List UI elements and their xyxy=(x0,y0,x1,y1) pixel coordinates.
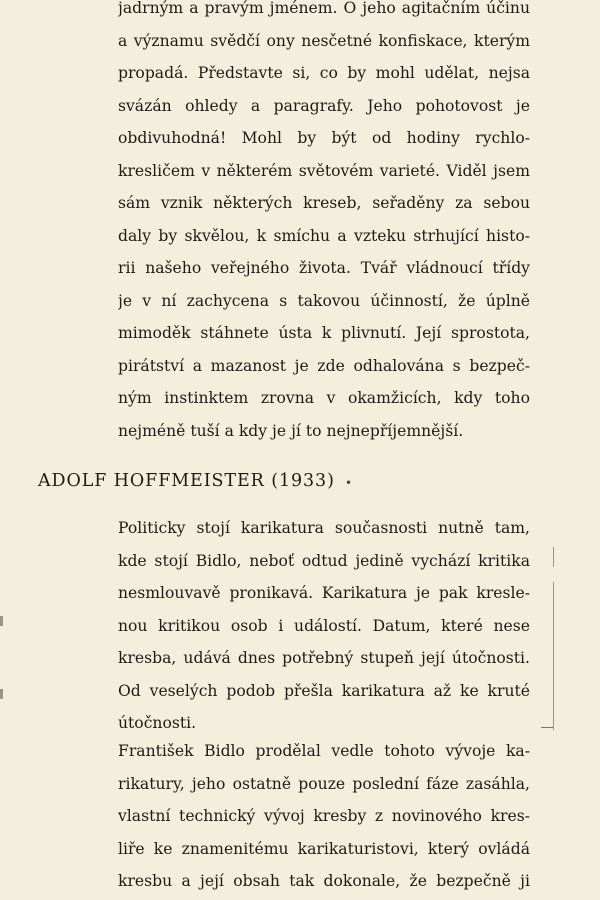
margin-pencil-line xyxy=(553,547,554,567)
text-line: kresličem v některém světovém varieté. Viděl jsem xyxy=(118,161,530,180)
left-edge-mark xyxy=(0,616,3,626)
text-line: liře ke znamenitému karikaturistovi, který ovládá xyxy=(118,839,530,858)
paragraph-3 xyxy=(118,735,530,898)
text-line: obdivuhodná! Mohl by být od hodiny rychlo- xyxy=(118,129,530,147)
text-line: Od veselých podob přešla karikatura až ke kruté xyxy=(118,681,530,700)
text-line: kde stojí Bidlo, neboť odtud jedině vychází kritika xyxy=(118,551,530,570)
text-line: rikatury, jeho ostatně pouze poslední fáze zasáhla, xyxy=(118,774,530,793)
text-line: nesmlouvavě pronikavá. Karikatura je pak kresle- xyxy=(118,584,530,602)
text-line: nou kritikou osob i událostí. Datum, které nese xyxy=(118,616,530,635)
text-line: Politicky stojí karikatura současnosti nutně tam, xyxy=(118,519,530,537)
text-line: a významu svědčí ony nesčetné konfiskace, kterým xyxy=(118,31,530,50)
section-heading: ADOLF HOFFMEISTER (1933) xyxy=(38,471,335,491)
text-line: svázán ohledy a paragrafy. Jeho pohotovost je xyxy=(118,96,530,115)
text-line: kresbu a její obsah tak dokonale, že bezpečně ji xyxy=(118,872,530,890)
margin-pencil-line xyxy=(553,582,554,730)
text-line: nejméně tuší a kdy je jí to nejnepříjemnější. xyxy=(118,421,464,440)
text-line: mimoděk stáhnete ústa k plivnutí. Její sprostota, xyxy=(118,324,530,342)
text-line: ným instinktem zrovna v okamžicích, kdy toho xyxy=(118,389,530,407)
text-line: kresba, udává dnes potřebný stupeň její útočnosti. xyxy=(118,649,530,667)
marginal-mark: • xyxy=(345,476,353,490)
text-line: sám vznik některých kreseb, seřaděny za sebou xyxy=(118,194,530,212)
text-line: útočnosti. xyxy=(118,714,197,732)
text-line: František Bidlo prodělal vedle tohoto vývoje ka- xyxy=(118,742,530,760)
left-edge-mark xyxy=(0,689,3,699)
text-line: jadrným a pravým jménem. O jeho agitačním účinu xyxy=(118,0,530,17)
text-line: daly by skvělou, k smíchu a vzteku strhující histo- xyxy=(118,226,530,245)
text-line: vlastní technický vývoj kresby z novinového kres- xyxy=(118,807,530,825)
margin-pencil-tick xyxy=(541,727,553,728)
paragraph-2 xyxy=(118,512,530,740)
text-line: pirátství a mazanost je zde odhalována s bezpeč- xyxy=(118,356,530,375)
paragraph-1 xyxy=(118,0,530,447)
text-line: rii našeho veřejného života. Tvář vládnoucí třídy xyxy=(118,259,530,277)
text-line: je v ní zachycena s takovou účinností, že úplně xyxy=(118,291,530,310)
text-line: propadá. Představte si, co by mohl udělat, nejsa xyxy=(118,64,530,82)
